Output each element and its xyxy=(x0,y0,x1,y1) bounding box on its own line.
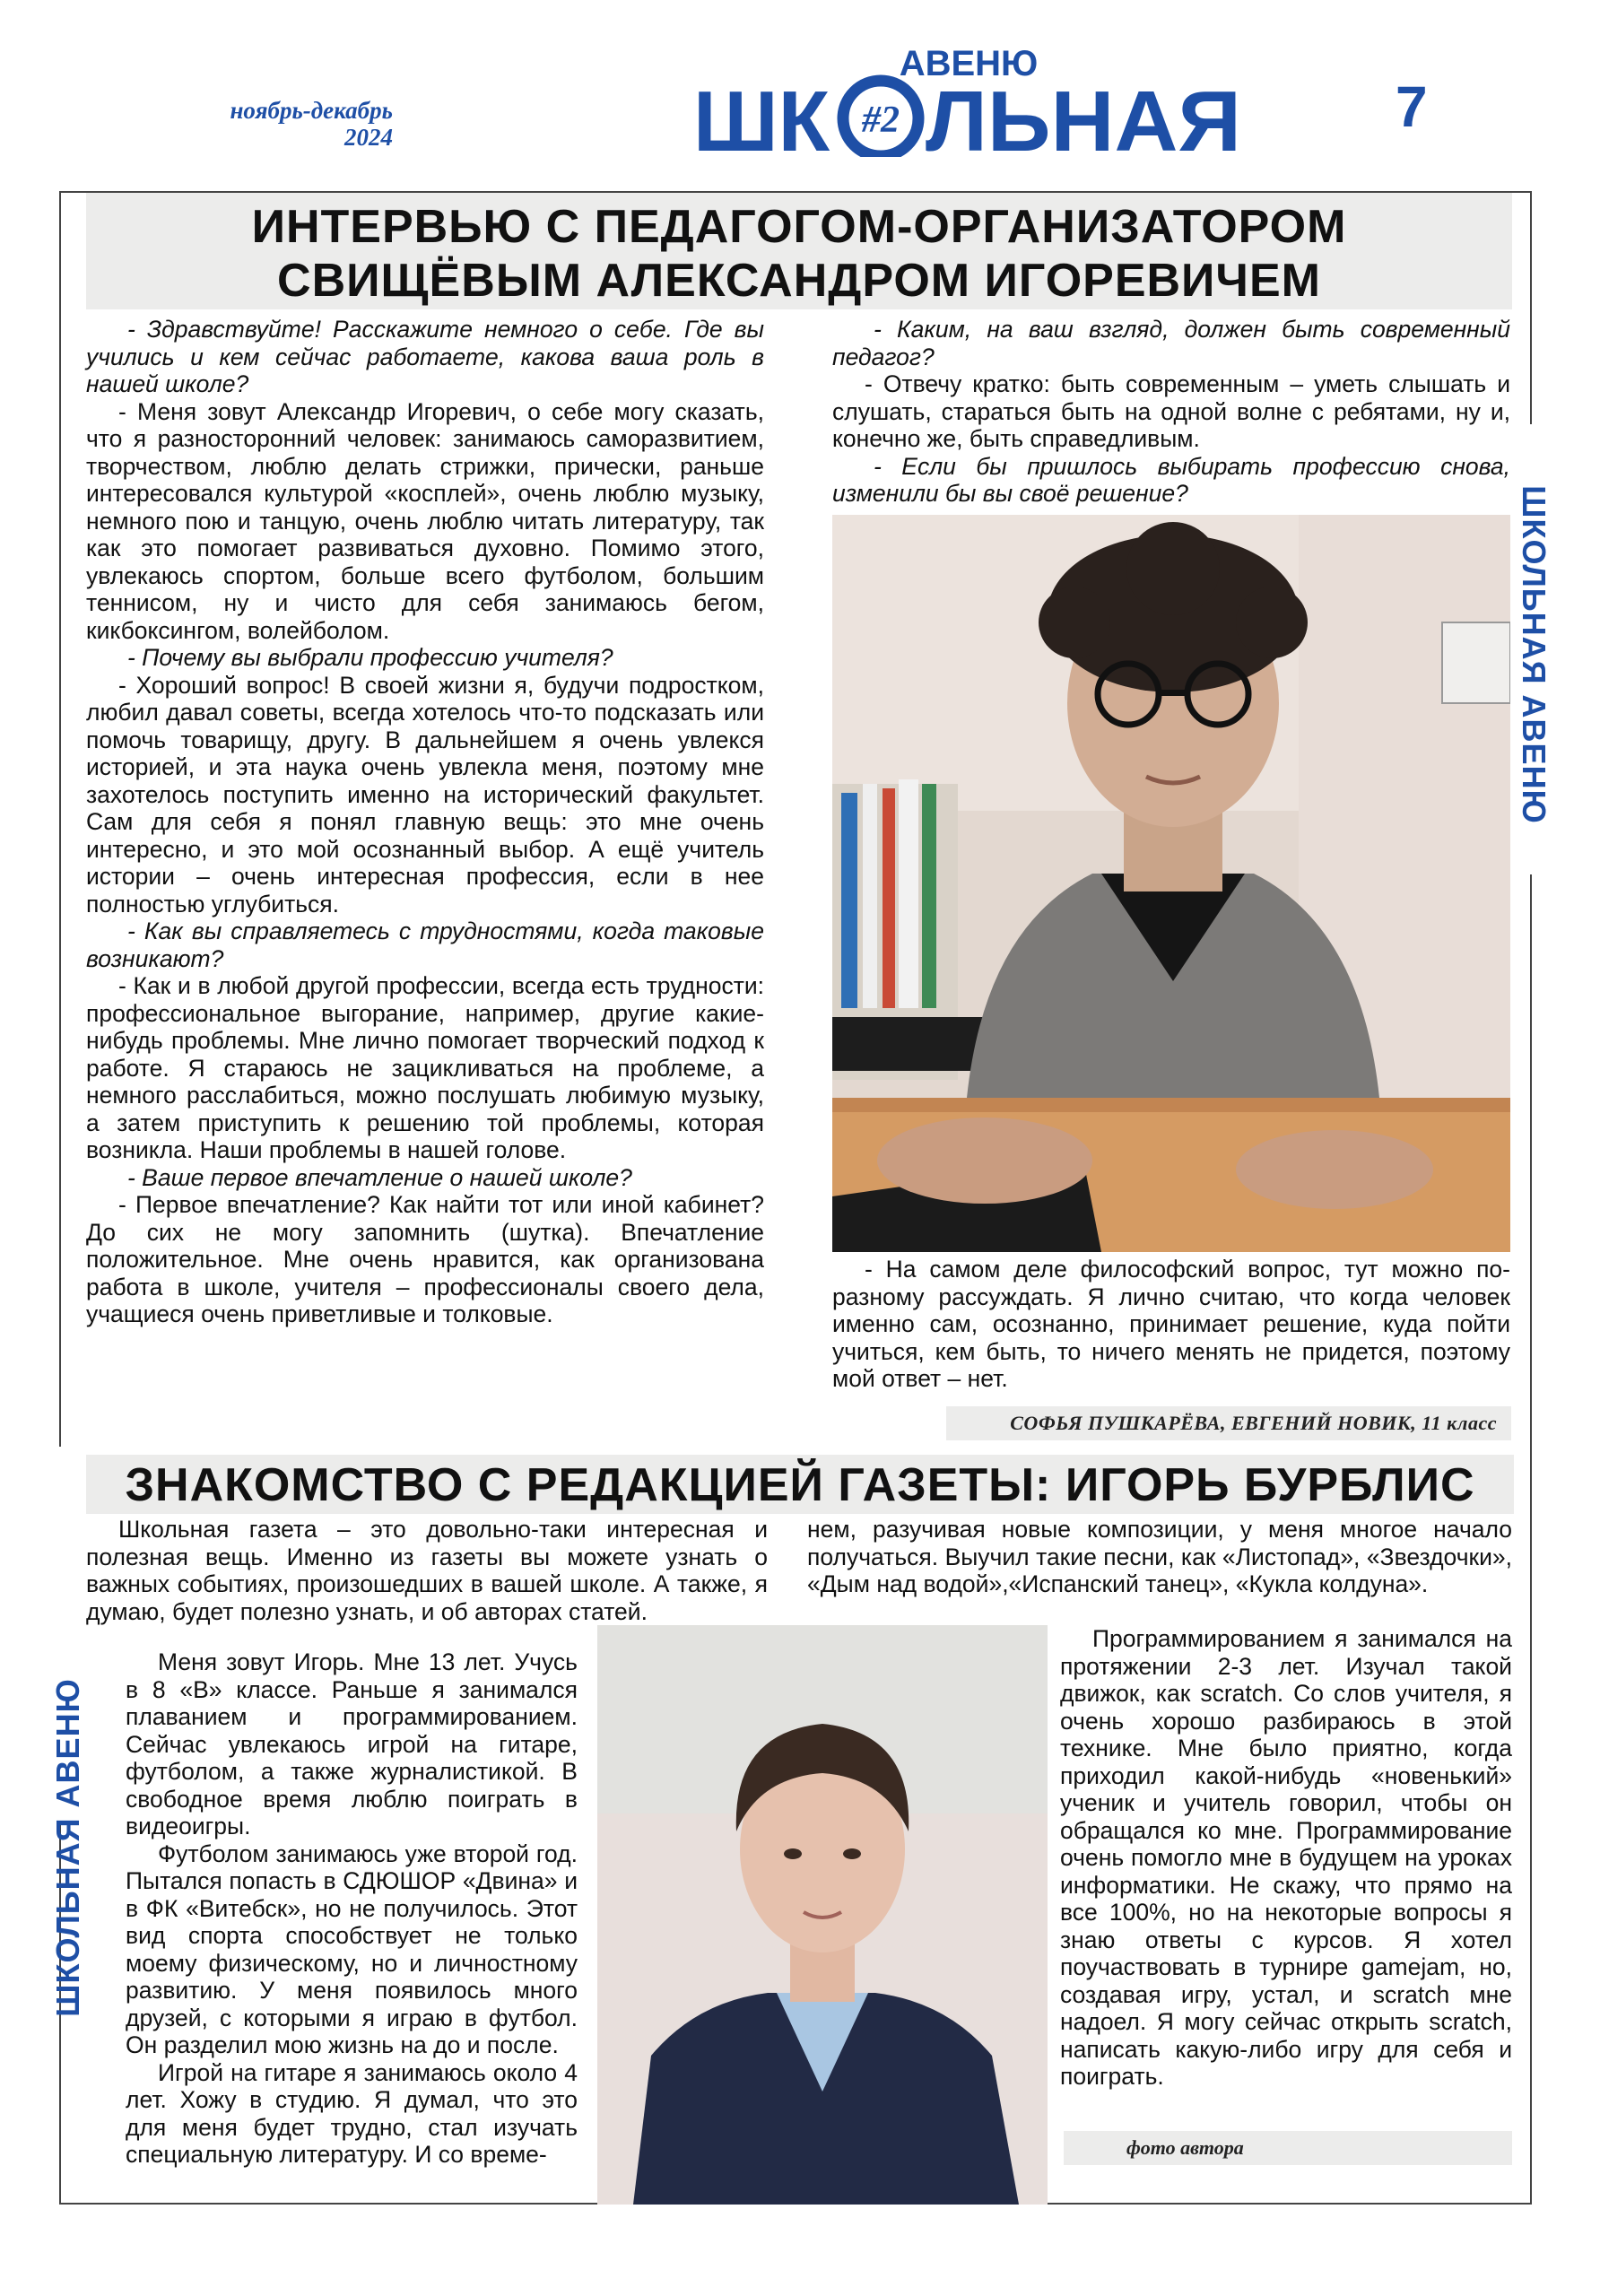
masthead-top-text: АВЕНЮ xyxy=(899,45,1039,83)
article2-paragraph: нем, разучивая новые композиции, у меня многое начало получаться. Выучил такие песни, как «Листопад», «Звездочки», «Дым над водой»,«Испанский танец», «Кукла колдуна». xyxy=(807,1516,1512,1597)
frame-line-right-top xyxy=(1530,191,1532,424)
photo-credit xyxy=(1064,2131,1512,2165)
interview-question: - Здравствуйте! Расскажите немного о себе. Где вы учились и кем сейчас работаете, какова ваша роль в нашей школе? xyxy=(86,316,764,397)
interview-question: - Как вы справляетесь с трудностями, когда таковые возникают? xyxy=(86,918,764,972)
side-label-left-text: ШКОЛЬНАЯ АВЕНЮ xyxy=(49,1678,86,2017)
article2-paragraph: Меня зовут Игорь. Мне 13 лет. Учусь в 8 «В» классе. Раньше я занимался плаванием и программированием. Сейчас увлекаюсь игрой на гитаре, футболом, а также журналистикой. В свободное время люблю поиграть в видеоигры. xyxy=(126,1648,578,1839)
interview-answer: - Первое впечатление? Как найти тот или иной кабинет? До сих не могу запомнить (шутка). Впечатление положительное. Мне очень нравится, как организована работа в школе, учителя – профессионалы своего дела, учащиеся очень приветливые и толковые. xyxy=(86,1191,764,1327)
article2-right-top xyxy=(807,1516,1512,1623)
student-photo xyxy=(597,1625,1048,2205)
issue-year: 2024 xyxy=(344,124,393,151)
interview-answer: - Хороший вопрос! В своей жизни я, будучи подростком, любил давал советы, всегда хотелось что-то подсказать или помочь товарищу, другу. В дальнейшем я очень увлекся историей, и эта наука очень увлекла меня, поэтому мне захотелось поступить именно на исторический факультет. Сам для себя я понял главную вещь: это мне очень интересно, и это мой осознанный выбор. А ещё учитель истории – очень интересная профессия, если в нее полностью углубиться. xyxy=(86,671,764,918)
interview-answer: - Меня зовут Александр Игоревич, о себе могу сказать, что я разносторонний человек: занимаюсь саморазвитием, творчеством, люблю делать стрижки, прически, раньше интересовался культурой «косплей», очень люблю музыку, немного пою и танцую, очень люблю читать литературу, так как это помогает развиваться духовно. Помимо этого, увлекаюсь спортом, больше всего футболом, большим теннисом, ну и чисто для себя занимаюсь бегом, кикбоксингом, волейболом. xyxy=(86,397,764,644)
article2-intro xyxy=(86,1516,768,1641)
article2-headline xyxy=(86,1455,1514,1514)
article2-title: ЗНАКОМСТВО С РЕДАКЦИЕЙ ГАЗЕТЫ: ИГОРЬ БУРБЛИС xyxy=(125,1459,1475,1511)
frame-line-left xyxy=(59,191,61,1447)
article1-headline xyxy=(86,193,1512,309)
photo-credit-text: фото автора xyxy=(1126,2136,1244,2159)
masthead-right-text: ЛЬНАЯ xyxy=(926,74,1241,157)
issue-date xyxy=(187,97,393,151)
masthead-issue-number: #2 xyxy=(862,100,900,141)
masthead-logo xyxy=(691,45,1247,157)
article2-paragraph: Футболом занимаюсь уже второй год. Пытался попасть в СДЮШОР «Двина» и в ФК «Витебск», но не получилось. Этот вид спорта способствует не только моему физическому, но и личностному развитию. У меня появилось много друзей, с которыми я играю в футбол. Он разделил мою жизнь на до и после. xyxy=(126,1839,578,2058)
article1-right-column-bottom xyxy=(832,1256,1510,1399)
article2-paragraph: Игрой на гитаре я занимаюсь около 4 лет. Хожу в студию. Я думал, что это для меня будет трудно, стал изучать специальную литературу. И со време- xyxy=(126,2058,578,2168)
side-label-right xyxy=(1507,448,1561,861)
student-photo-illustration xyxy=(597,1625,1048,2205)
side-label-right-text: ШКОЛЬНАЯ АВЕНЮ xyxy=(1516,485,1552,824)
article1-byline xyxy=(946,1406,1511,1440)
interview-question: - Ваше первое впечатление о нашей школе? xyxy=(127,1163,632,1191)
page-number: 7 xyxy=(1396,74,1428,139)
article2-left-column xyxy=(126,1648,578,2205)
article2-paragraph: Программированием я занимался на протяжении 2-3 лет. Изучал такой движок, как scratch. Со слов учителя, я очень хорошо разбираюсь в этой технике. Мне было приятно, когда приходил какой-нибудь «новенький» ученик и учитель говорил, чтобы он обращался ко мне. Программирование очень помогло мне в будущем на уроках информатики. Не скажу, что прямо на все 100%, но на некоторые вопросы я знаю ответы с курсов. Я хотел поучаствовать в турнире gamejam, но, создавая игру, устал, и scratch мне надоел. Я могу сейчас открыть scratch, написать какую-либо игру для себя и поиграть. xyxy=(1060,1625,1512,2090)
article1-title-line1: ИНТЕРВЬЮ С ПЕДАГОГОМ-ОРГАНИЗАТОРОМ xyxy=(251,201,1347,253)
article1-title-line2: СВИЩЁВЫМ АЛЕКСАНДРОМ ИГОРЕВИЧЕМ xyxy=(277,255,1321,307)
article1-right-column-top xyxy=(832,316,1510,513)
interview-answer: - Отвечу кратко: быть современным – уметь слышать и слушать, стараться быть на одной волне с ребятами, ну и, конечно же, быть справедливым. xyxy=(832,370,1510,452)
article2-intro-paragraph: Школьная газета – это довольно-таки интересная и полезная вещь. Именно из газеты вы можете узнать о важных событиях, произошедших в вашей школе. А также, я думаю, будет полезно узнать, и об авторах статей. xyxy=(86,1516,768,1625)
interview-answer: - На самом деле философский вопрос, тут можно по-разному рассуждать. Я лично считаю, что когда человек именно сам, осознанно, принимает решение, куда пойти учиться, кем быть, то ничего менять не придется, поэтому мой ответ – нет. xyxy=(832,1256,1510,1392)
interview-question: - Почему вы выбрали профессию учителя? xyxy=(127,644,613,671)
teacher-photo xyxy=(832,515,1510,1252)
interview-answer: - Как и в любой другой профессии, всегда есть трудности: профессиональное выгорание, например, другие какие-нибудь проблемы. Мне лично помогает творческий подход к работе. Я стараюсь не зацикливаться на проблеме, а немного расслабиться, можно послушать любимую музыку, а затем приступить к решению той проблемы, которая возникла. Наши проблемы в нашей голове. xyxy=(86,972,764,1163)
masthead-left-text: ШК xyxy=(693,74,830,157)
article2-right-column xyxy=(1060,1625,1512,2127)
interview-question: - Каким, на ваш взгляд, должен быть современный педагог? xyxy=(832,316,1510,370)
issue-month: ноябрь-декабрь xyxy=(230,97,393,124)
article1-left-column xyxy=(86,316,764,1437)
side-label-left xyxy=(41,1650,95,2045)
frame-line-right-bottom xyxy=(1530,874,1532,2204)
interview-question: - Если бы пришлось выбирать профессию снова, изменили бы вы своё решение? xyxy=(832,452,1510,507)
byline-text: СОФЬЯ ПУШКАРЁВА, ЕВГЕНИЙ НОВИК, 11 класс xyxy=(1010,1412,1497,1434)
teacher-photo-illustration xyxy=(832,515,1510,1252)
